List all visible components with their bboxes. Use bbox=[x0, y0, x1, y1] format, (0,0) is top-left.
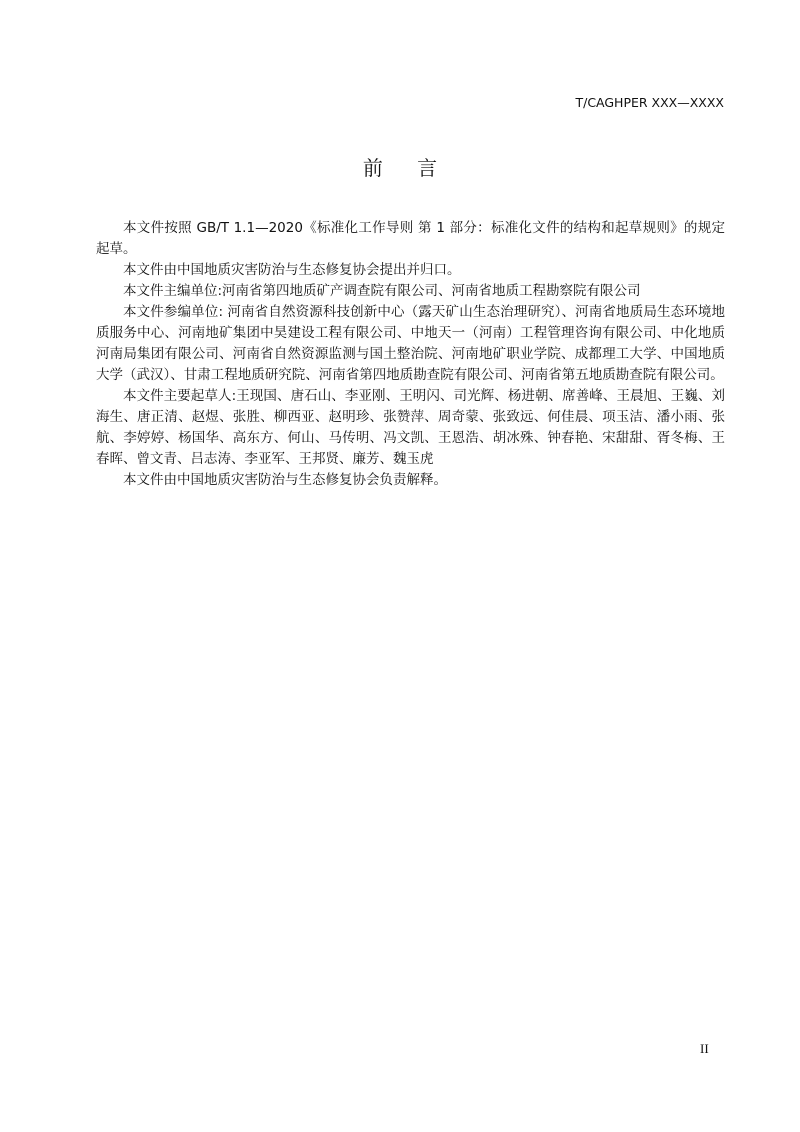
paragraph-interpretation: 本文件由中国地质灾害防治与生态修复协会负责解释。 bbox=[123, 472, 447, 488]
page-title: 前 言 bbox=[362, 156, 452, 180]
paragraph-drafting-rules: 本文件按照 GB/T 1.1—2020《标准化工作导则 第 1 部分：标准化文件的结构和起草规则》的规定起草。 bbox=[96, 220, 725, 257]
paragraph-participating-units: 本文件参编单位: 河南省自然资源科技创新中心（露天矿山生态治理研究）、河南省地质局生态环境地质服务中心、河南地矿集团中昊建设工程有限公司、中地天一（河南）工程管理咨询有限公司、中化地质河南局集团有限公司、河南省自然资源监测与国土整治院、河南地矿职业学院、成都理工大学、中国地质大学（武汉）、甘肃工程地质研究院、河南省第四地质勘查院有限公司、河南省第五地质勘查院有限公司。 bbox=[96, 304, 725, 383]
page-number: II bbox=[700, 1041, 709, 1056]
foreword-body bbox=[96, 218, 725, 491]
paragraph-proposer: 本文件由中国地质灾害防治与生态修复协会提出并归口。 bbox=[123, 262, 461, 278]
paragraph-drafters: 本文件主要起草人:王现国、唐石山、李亚刚、王明闪、司光辉、杨进朝、席善峰、王晨旭、王巍、刘海生、唐正清、赵煜、张胜、柳西亚、赵明珍、张赞萍、周奇蒙、张致远、何佳晨、项玉洁、潘小雨、张航、李婷婷、杨国华、高东方、何山、马传明、冯文凯、王恩浩、胡冰殊、钟春艳、宋甜甜、胥冬梅、王春晖、曾文青、吕志涛、李亚军、王邦贤、廉芳、魏玉虎 bbox=[96, 388, 725, 467]
paragraph-chief-editors: 本文件主编单位:河南省第四地质矿产调查院有限公司、河南省地质工程勘察院有限公司 bbox=[123, 283, 641, 299]
document-code: T/CAGHPER XXX—XXXX bbox=[575, 95, 724, 110]
